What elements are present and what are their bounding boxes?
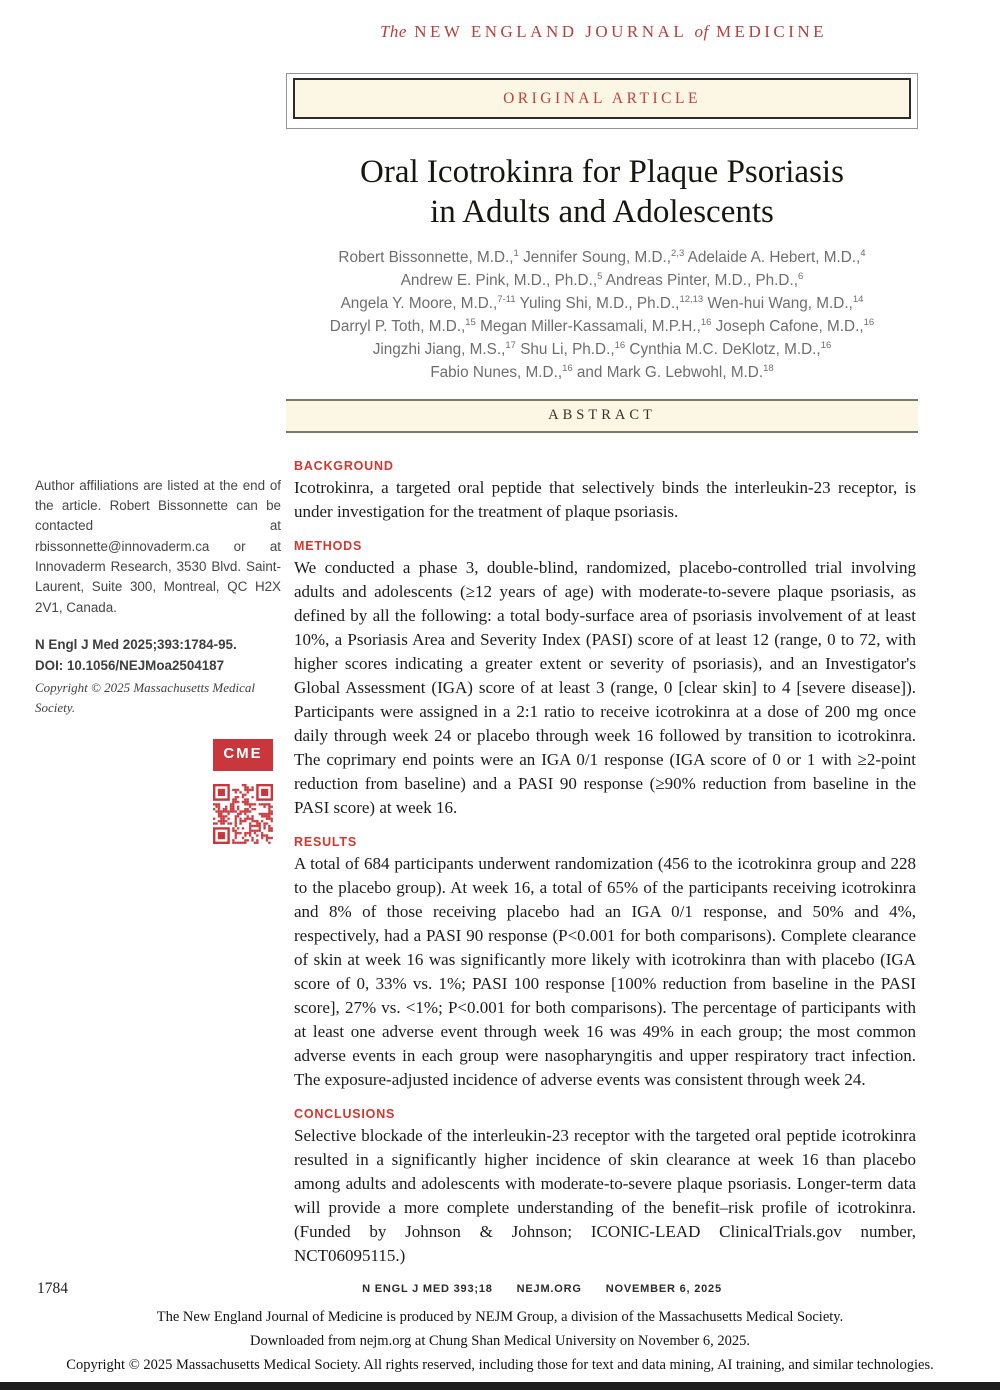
section-text: A total of 684 participants underwent randomization (456 to the icotrokinra group and 228 to the placebo group). At week 16, a total of 65% of the participants receiving icotrokinra and 8% of those receiving placebo had an IGA 0/1 response, and 50% and 4%, respectively, had a PASI 90 response (P<0.001 for both comparisons). Complete clearance of skin at week 16 was significantly more likely with icotrokinra than with placebo (IGA score of 0, 33% vs. 1%; PASI 100 response [100% reduction from baseline in the PASI score], 27% vs. <1%; P<0.001 for both comparisons). The percentage of participants with at least one adverse event through week 16 was 49% in each group; the most common adverse events in each group were nasopharyngitis and upper respiratory tract infection. The exposure-adjusted incidence of adverse events was consistent through week 24. (294, 853, 916, 1089)
sidebar (35, 459, 281, 1268)
section-label: CONCLUSIONS (294, 1106, 396, 1121)
section-text: We conducted a phase 3, double-blind, randomized, placebo-controlled trial involving adults and adolescents (≥12 years of age) with moderate-to-severe plaque psoriasis, as defined by all the following: a total body-surface area of psoriasis involvement of at least 10%, a Psoriasis Area and Severity Index (PASI) score of at least 12 (range, 0 to 72, with higher scores indicating a greater extent or severity of psoriasis), and an Investigator's Global Assessment (IGA) score of at least 3 (range, 0 [clear skin] to 4 [severe disease]). Participants were assigned in a 2:1 ratio to receive icotrokinra at a dose of 200 mg once daily through week 24 or placebo through week 16 followed by transition to icotrokinra. The coprimary end points were an IGA 0/1 response (IGA score of 0 or 1 with ≥2-point reduction from baseline) and a PASI 90 response (≥90% reduction from baseline in the PASI score) at week 16. (294, 557, 916, 817)
sidebar-copyright-note: Copyright © 2025 Massachusetts Medical Society. (35, 679, 256, 715)
journal-site: NEJM.ORG (516, 1283, 582, 1295)
footer-line: Copyright © 2025 Massachusetts Medical Society. All rights reserved, including those for text and data mining, AI training, and similar technologies. (66, 1357, 934, 1373)
cme-area (35, 739, 281, 844)
cme-stack (213, 739, 273, 844)
affiliations-note: Author affiliations are listed at the end of the article. Robert Bissonnette can be contacted at rbissonnette@innovaderm.ca or at Innovaderm Research, 3530 Blvd. Saint-Laurent, Suite 300, Montreal, QC H2X 2V1, Canada. (35, 477, 281, 615)
nejm-masthead (289, 22, 915, 42)
journal-info (42, 1280, 1000, 1295)
abstract-heading-bar: ABSTRACT (286, 399, 918, 433)
abstract-content-row (35, 459, 916, 1268)
section-label: RESULTS (294, 834, 358, 849)
masthead-of: of (694, 22, 709, 41)
masthead-medicine: MEDICINE (715, 22, 828, 41)
footer-line: Downloaded from nejm.org at Chung Shan Medical University on November 6, 2025. (250, 1333, 750, 1349)
original-article-frame (286, 73, 918, 129)
abstract-section (294, 835, 916, 1092)
section-text: Icotrokinra, a targeted oral peptide that selectively binds the interleukin-23 receptor, is under investigation for the treatment of plaque psoriasis. (294, 477, 916, 521)
author-list (286, 246, 918, 384)
citation-reference: N Engl J Med 2025;393:1784-95. (35, 637, 237, 653)
masthead-the: The (379, 22, 407, 41)
issue-date: NOVEMBER 6, 2025 (605, 1283, 722, 1295)
section-text: Selective blockade of the interleukin-23 receptor with the targeted oral peptide icotrokinra resulted in a significantly higher incidence of skin clearance at week 16 than placebo among adults and adolescents with moderate-to-severe plaque psoriasis. Longer-term data will provide a more complete understanding of the benefit–risk profile of icotrokinra. (Funded by Johnson & Johnson; ICONIC-LEAD ClinicalTrials.gov number, NCT06095115.) (294, 1125, 916, 1265)
abstract-section (294, 1107, 916, 1268)
cme-badge: CME (213, 739, 272, 771)
doi-reference: DOI: 10.1056/NEJMoa2504187 (35, 657, 225, 673)
author-line: Andrew E. Pink, M.D., Ph.D.,$^5$ Andreas Pinter, M.D., Ph.D.,$^6$ (400, 270, 804, 289)
abstract-sections (294, 459, 916, 1268)
article-title-line1: Oral Icotrokinra for Plaque Psoriasis (360, 154, 844, 190)
author-line: Darryl P. Toth, M.D.,$^{15}$ Megan Miller-Kassamali, M.P.H.,$^{16}$ Joseph Cafone, M.D.,$^{16}$ (329, 316, 875, 335)
article-title (286, 152, 918, 233)
author-line: Jingzhi Jiang, M.S.,$^{17}$ Shu Li, Ph.D.,$^{16}$ Cynthia M.C. DeKlotz, M.D.,$^{16}$ (372, 339, 832, 358)
page-number: 1784 (37, 1280, 68, 1297)
section-label: BACKGROUND (294, 458, 394, 473)
author-line: Angela Y. Moore, M.D.,$^{7-11}$ Yuling Shi, M.D., Ph.D.,$^{12,13}$ Wen-hui Wang, M.D.,$^{14}$ (340, 293, 864, 312)
author-line: Robert Bissonnette, M.D.,$^1$ Jennifer Soung, M.D.,$^{2,3}$ Adelaide A. Hebert, M.D.,$^4$ (338, 247, 866, 266)
abstract-section (294, 539, 916, 820)
author-line: Fabio Nunes, M.D.,$^{16}$ and Mark G. Lebwohl, M.D.$^{18}$ (430, 362, 774, 381)
running-footer (0, 1280, 1000, 1300)
bottom-bar (0, 1382, 1000, 1390)
footer-line: The New England Journal of Medicine is produced by NEJM Group, a division of the Massachusetts Medical Society. (156, 1309, 844, 1325)
article-title-line2: in Adults and Adolescents (430, 194, 774, 231)
original-article-label: ORIGINAL ARTICLE (293, 78, 911, 119)
section-label: METHODS (294, 538, 363, 553)
article-header-column (286, 73, 918, 433)
qr-code-icon (213, 784, 273, 844)
footer-disclaimer-lines (0, 1305, 1000, 1377)
journal-citation: N ENGL J MED 393;18 (362, 1283, 493, 1295)
abstract-section (294, 459, 916, 524)
masthead-journal-name: NEW ENGLAND JOURNAL (414, 22, 688, 41)
